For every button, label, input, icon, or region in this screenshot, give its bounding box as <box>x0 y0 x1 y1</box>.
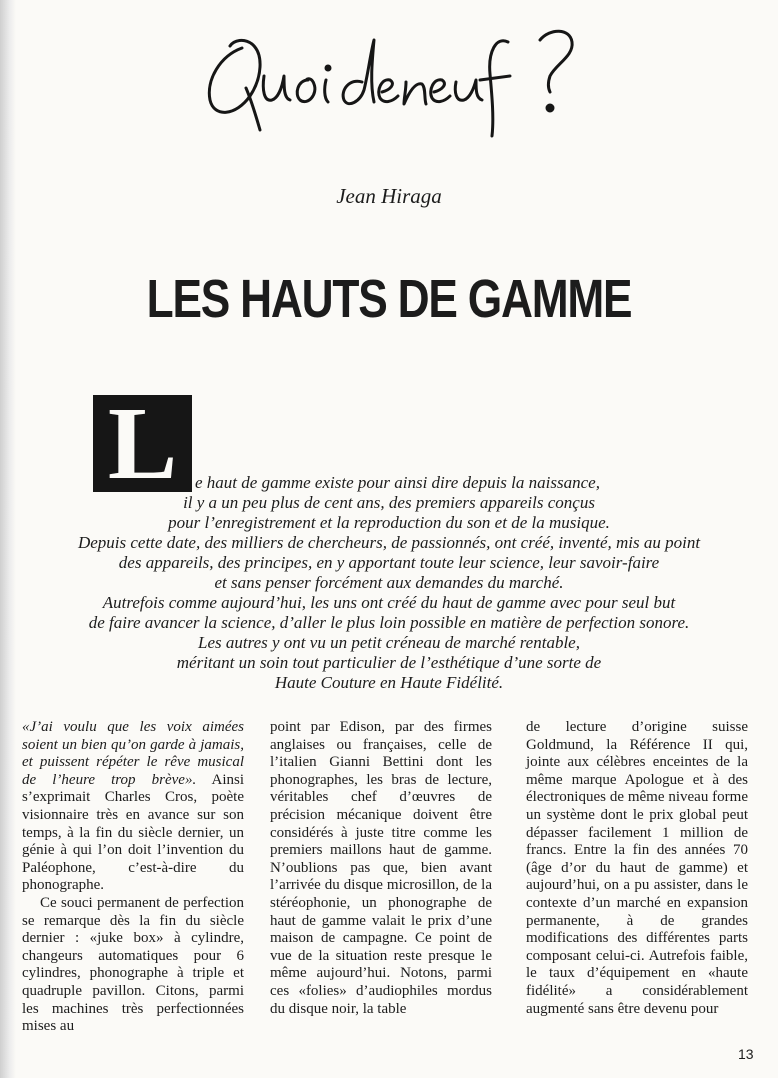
page-number: 13 <box>738 1046 754 1062</box>
body-column-2 <box>270 719 492 1018</box>
intro-line: Depuis cette date, des milliers de chercheurs, de passionnés, ont créé, inventé, mis au point <box>77 533 701 552</box>
author-name: Jean Hiraga <box>336 184 442 208</box>
intro-line: et sans penser forcément aux demandes du marché. <box>214 573 564 592</box>
intro-line: Autrefois comme aujourd’hui, les uns ont créé du haut de gamme avec pour seul but <box>102 593 676 612</box>
intro-line: Les autres y ont vu un petit créneau de marché rentable, <box>198 633 580 652</box>
epigraph-quote: «J’ai voulu que les voix aimées soient un bien qu’on garde à jamais, et puissent répéter le rêve musical de l’heure trop brève». <box>22 719 244 788</box>
article-title: LES HAUTS DE GAMME <box>146 269 632 329</box>
body-paragraph <box>22 719 244 895</box>
intro-paragraph <box>0 473 778 693</box>
handwritten-rubric <box>190 18 610 138</box>
body-paragraph: Ce souci permanent de perfection se remarque dès la fin du siècle dernier : «juke box» à cylindre, changeurs automatiques pour 6 cylindres, phonographe à triple et quadruple pavillon. Citons, parmi les machines très perfectionnées mises au <box>22 894 244 1035</box>
body-paragraph: de lecture d’origine suisse Goldmund, la Référence II qui, jointe aux célèbres enceintes de la même marque Apologue et à des électroniques de même niveau forme un système dont le prix global peut dépasser facilement 1 million de francs. Entre la fin des années 70 (âge d’or du haut de gamme) et aujourd’hui, on a pu assister, dans le contexte d’un marché en expansion permanente, à de grandes modifications des différentes parts composant celui-ci. Autrefois faible, le taux d’équipement en «haute fidélité» a considérablement augmenté sans être devenu pour <box>526 719 748 1017</box>
intro-line: de faire avancer la science, d’aller le plus loin possible en matière de perfection sonore. <box>88 613 690 632</box>
intro-line: des appareils, des principes, en y apportant toute leur science, leur savoir-faire <box>118 553 660 572</box>
intro-line: Haute Couture en Haute Fidélité. <box>274 673 504 692</box>
intro-line: méritant un soin tout particulier de l’esthétique d’une sorte de <box>176 653 602 672</box>
body-paragraph: point par Edison, par des firmes anglaises ou françaises, celle de l’italien Gianni Bettini dont les phonographes, les bras de lecture, véritables chef d’œuvres de précision mécanique doivent être considérés à juste titre comme les premiers maillons haut de gamme. N’oublions pas que, bien avant l’arrivée du disque microsillon, de la stéréophonie, un phonographe de haut de gamme valait le prix d’une maison de campagne. Ce point de vue de la situation reste presque le même aujourd’hui. Notons, parmi ces «folies» d’audiophiles mordus du disque noir, la table <box>270 719 492 1017</box>
intro-line: il y a un peu plus de cent ans, des premiers appareils conçus <box>183 493 595 512</box>
intro-line: e haut de gamme existe pour ainsi dire depuis la naissance, <box>195 473 600 492</box>
drop-cap: L <box>93 395 192 492</box>
body-column-3 <box>526 719 748 1018</box>
intro-line: pour l’enregistrement et la reproduction du son et de la musique. <box>168 513 610 532</box>
body-column-1 <box>22 719 244 1036</box>
body-text: Ainsi s’exprimait Charles Cros, poète visionnaire très en avance sur son temps, à la fin du siècle dernier, un génie à qui l’on doit l’invention du Paléophone, c’est-à-dire du phonographe. <box>22 771 244 894</box>
svg-text:Quoi de neuf ?: Quoi de neuf ? <box>190 18 196 19</box>
